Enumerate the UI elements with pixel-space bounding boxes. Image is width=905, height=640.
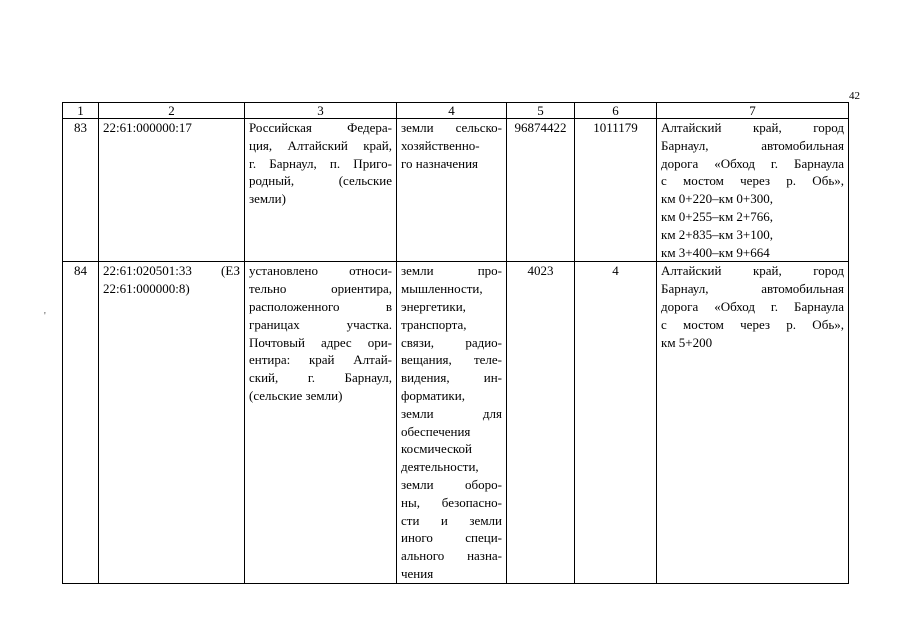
- location-line: ский, г. Барнаул,: [249, 370, 392, 386]
- object-description-line: км 3+400–км 9+664: [661, 244, 770, 260]
- land-category-line: деятельности,: [401, 459, 479, 475]
- encumbrance-area-cell: 4: [575, 262, 657, 583]
- location-line: тельно ориентира,: [249, 281, 392, 297]
- land-category-line: космической: [401, 441, 472, 457]
- object-description-cell: [657, 262, 849, 583]
- row-number-cell: 83: [63, 119, 99, 262]
- location-line: земли): [249, 191, 286, 207]
- land-category-cell: [397, 262, 507, 583]
- land-plots-table: [62, 102, 849, 584]
- land-category-line: земли оборо-: [401, 476, 502, 492]
- stray-mark: ': [44, 311, 46, 322]
- land-category-line: земли сельско-: [401, 120, 502, 135]
- location-line: ентира: край Алтай-: [249, 352, 392, 368]
- cadastral-number-cell: [99, 119, 245, 262]
- land-category-line: вещания, теле-: [401, 352, 502, 368]
- location-line: установлено относи-: [249, 263, 392, 279]
- object-description-line: км 0+220–км 0+300,: [661, 191, 773, 207]
- header-col-1: 1: [63, 103, 99, 119]
- location-line: Российская Федера-: [249, 120, 392, 135]
- object-description-line: Барнаул, автомобильная: [661, 281, 844, 297]
- location-line: расположенного в: [249, 298, 392, 314]
- land-category-line: транспорта,: [401, 316, 467, 332]
- land-category-line: чения: [401, 565, 434, 581]
- location-line: г. Барнаул, п. Приго-: [249, 155, 392, 171]
- land-category-line: видения, ин-: [401, 370, 502, 386]
- land-category-line: земли про-: [401, 263, 502, 279]
- object-description-line: км 5+200: [661, 334, 713, 350]
- location-line: ция, Алтайский край,: [249, 137, 392, 153]
- location-line: Почтовый адрес ори-: [249, 334, 392, 350]
- location-cell: [245, 262, 397, 583]
- land-category-line: хозяйственно-: [401, 137, 480, 153]
- land-category-line: иного специ-: [401, 530, 502, 546]
- cadastral-number-line: 22:61:020501:33 (ЕЗ: [103, 263, 240, 279]
- location-line: родный, (сельские: [249, 173, 392, 189]
- object-description-line: с мостом через р. Обь»,: [661, 173, 844, 189]
- header-col-5: 5: [507, 103, 575, 119]
- land-category-line: ального назна-: [401, 548, 502, 564]
- cadastral-number-line: 22:61:000000:8): [103, 281, 190, 297]
- page-number: 42: [849, 90, 860, 102]
- table-row: [63, 119, 849, 262]
- encumbrance-area-cell: 1011179: [575, 119, 657, 262]
- land-category-line: го назначения: [401, 155, 479, 171]
- row-number-cell: 84: [63, 262, 99, 583]
- header-col-4: 4: [397, 103, 507, 119]
- cadastral-number-cell: [99, 262, 245, 583]
- land-category-line: земли для: [401, 405, 502, 421]
- object-description-line: Алтайский край, город: [661, 263, 844, 279]
- cadastral-number-line: 22:61:000000:17: [103, 120, 192, 135]
- object-description-line: дорога «Обход г. Барнаула: [661, 155, 844, 171]
- header-col-6: 6: [575, 103, 657, 119]
- object-description-cell: [657, 119, 849, 262]
- location-line: (сельские земли): [249, 387, 343, 403]
- land-category-line: энергетики,: [401, 298, 466, 314]
- area-cell: 4023: [507, 262, 575, 583]
- land-category-line: ны, безопасно-: [401, 494, 502, 510]
- land-category-line: связи, радио-: [401, 334, 502, 350]
- object-description-line: Барнаул, автомобильная: [661, 137, 844, 153]
- table-row: [63, 262, 849, 583]
- land-category-line: обеспечения: [401, 423, 471, 439]
- land-category-cell: [397, 119, 507, 262]
- area-cell: 96874422: [507, 119, 575, 262]
- header-col-3: 3: [245, 103, 397, 119]
- land-category-line: форматики,: [401, 387, 465, 403]
- object-description-line: км 0+255–км 2+766,: [661, 208, 773, 224]
- land-category-line: сти и земли: [401, 512, 502, 528]
- object-description-line: км 2+835–км 3+100,: [661, 226, 773, 242]
- location-line: границах участка.: [249, 316, 392, 332]
- object-description-line: Алтайский край, город: [661, 120, 844, 135]
- object-description-line: дорога «Обход г. Барнаула: [661, 298, 844, 314]
- object-description-line: с мостом через р. Обь»,: [661, 316, 844, 332]
- land-category-line: мышленности,: [401, 281, 483, 297]
- header-col-2: 2: [99, 103, 245, 119]
- table-header-row: [63, 103, 849, 119]
- location-cell: [245, 119, 397, 262]
- header-col-7: 7: [657, 103, 849, 119]
